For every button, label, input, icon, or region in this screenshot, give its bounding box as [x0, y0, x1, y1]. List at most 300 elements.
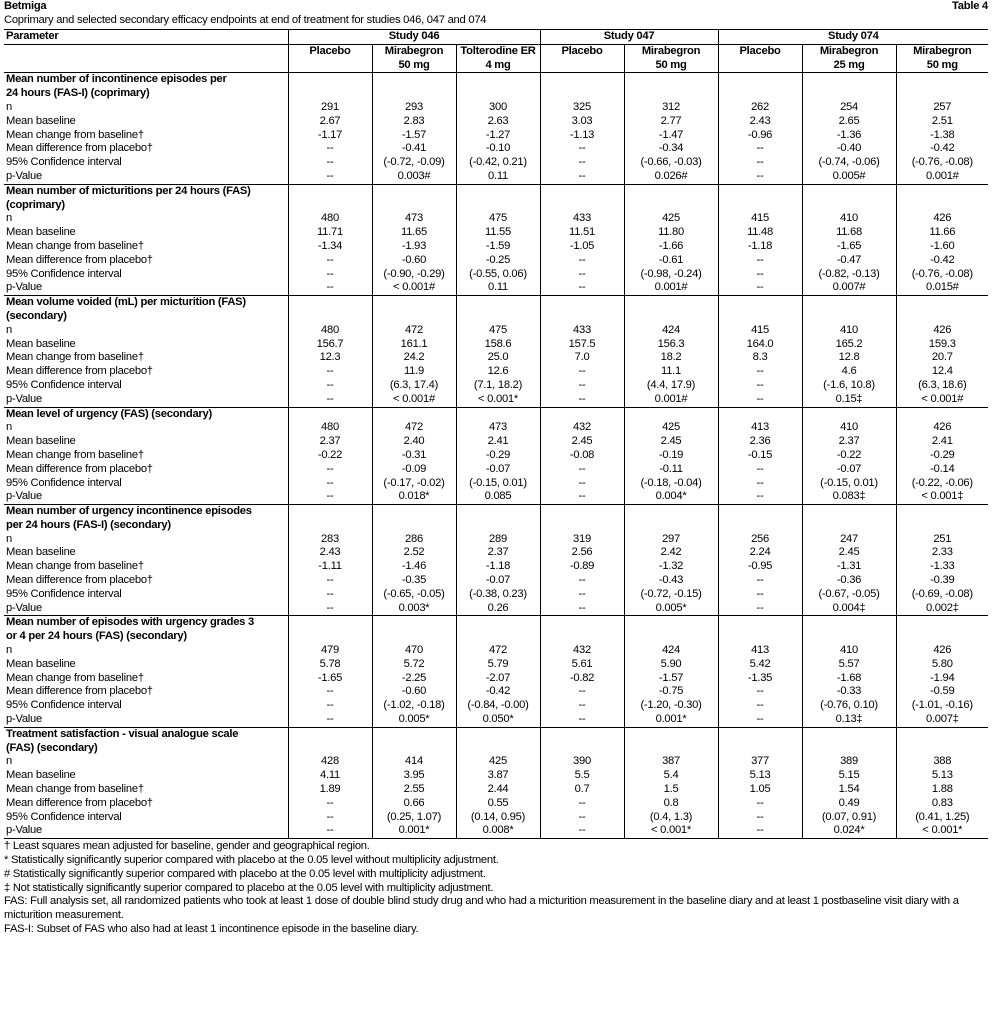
brand-name: Betmiga: [4, 0, 47, 12]
value-cell: 247: [802, 533, 896, 547]
value-cell: (-0.17, -0.02): [372, 477, 456, 491]
value-cell: < 0.001#: [372, 281, 456, 295]
footnote: † Least squares mean adjusted for baseline, gender and geographical region.: [4, 840, 370, 853]
value-cell: 0.004*: [624, 490, 718, 504]
footnote: * Statistically significantly superior compared with placebo at the 0.05 level without multiplicity adjustment.: [4, 854, 499, 867]
row-label: 95% Confidence interval: [6, 699, 122, 712]
empty-cell: [372, 296, 456, 310]
empty-cell: [456, 727, 540, 741]
table-row: [4, 170, 988, 184]
value-cell: 2.45: [802, 546, 896, 560]
table-row: [4, 783, 988, 797]
empty-cell: [896, 73, 988, 87]
value-cell: -0.33: [802, 685, 896, 699]
value-cell: -0.14: [896, 463, 988, 477]
value-cell: 5.61: [540, 658, 624, 672]
table-row: [4, 240, 988, 254]
table-row: [4, 129, 988, 143]
value-cell: --: [288, 824, 372, 838]
value-cell: --: [540, 797, 624, 811]
value-cell: -0.42: [456, 685, 540, 699]
value-cell: (-0.55, 0.06): [456, 268, 540, 282]
table-row: [4, 268, 988, 282]
value-cell: --: [540, 574, 624, 588]
value-cell: 2.45: [540, 435, 624, 449]
empty-cell: [802, 519, 896, 533]
value-cell: < 0.001*: [456, 393, 540, 407]
value-cell: 0.007#: [802, 281, 896, 295]
empty-cell: [896, 310, 988, 324]
empty-cell: [540, 73, 624, 87]
value-cell: 257: [896, 101, 988, 115]
value-cell: 5.90: [624, 658, 718, 672]
value-cell: -0.07: [456, 574, 540, 588]
value-cell: 2.63: [456, 115, 540, 129]
table-body: [4, 73, 988, 839]
value-cell: 0.001#: [624, 281, 718, 295]
value-cell: 0.050*: [456, 713, 540, 727]
value-cell: --: [288, 268, 372, 282]
value-cell: 2.24: [718, 546, 802, 560]
value-cell: 319: [540, 533, 624, 547]
value-cell: 297: [624, 533, 718, 547]
value-cell: 2.43: [718, 115, 802, 129]
empty-cell: [372, 505, 456, 519]
table-row: [4, 379, 988, 393]
value-cell: 5.42: [718, 658, 802, 672]
value-cell: < 0.001#: [896, 393, 988, 407]
table-row: [4, 115, 988, 129]
value-cell: 11.65: [372, 226, 456, 240]
empty-cell: [896, 199, 988, 213]
value-cell: -1.31: [802, 560, 896, 574]
value-cell: --: [718, 477, 802, 491]
table-caption: Coprimary and selected secondary efficacy endpoints at end of treatment for studies 046, 047 and 074: [4, 14, 487, 26]
value-cell: --: [288, 811, 372, 825]
value-cell: -0.89: [540, 560, 624, 574]
arm-header-line: 50 mg: [926, 58, 958, 71]
empty-cell: [718, 296, 802, 310]
empty-cell: [288, 505, 372, 519]
value-cell: --: [288, 463, 372, 477]
arm-header: [456, 44, 540, 73]
value-cell: -0.61: [624, 254, 718, 268]
value-cell: 0.083‡: [802, 490, 896, 504]
value-cell: 0.001*: [624, 713, 718, 727]
parameter-header: Parameter: [4, 30, 288, 45]
table-row: [4, 824, 988, 838]
value-cell: --: [288, 713, 372, 727]
value-cell: -1.94: [896, 672, 988, 686]
section-title: or 4 per 24 hours (FAS) (secondary): [6, 630, 187, 643]
value-cell: 5.15: [802, 769, 896, 783]
value-cell: 161.1: [372, 338, 456, 352]
empty-cell: [372, 407, 456, 421]
empty-cell: [456, 184, 540, 198]
value-cell: --: [718, 393, 802, 407]
row-label: Mean difference from placebo†: [6, 365, 153, 378]
value-cell: --: [718, 156, 802, 170]
row-label: n: [6, 323, 12, 336]
row-label: Mean difference from placebo†: [6, 462, 153, 475]
value-cell: 5.4: [624, 769, 718, 783]
arm-header: [624, 44, 718, 73]
value-cell: 415: [718, 324, 802, 338]
value-cell: 12.6: [456, 365, 540, 379]
section-title: Mean number of episodes with urgency grades 3: [4, 616, 288, 630]
document-header: [4, 0, 988, 14]
value-cell: 2.77: [624, 115, 718, 129]
section-title-row: [4, 727, 988, 741]
value-cell: 2.67: [288, 115, 372, 129]
value-cell: (-0.15, 0.01): [802, 477, 896, 491]
value-cell: 11.66: [896, 226, 988, 240]
arm-header-line: Tolterodine ER: [460, 44, 536, 57]
value-cell: 0.018*: [372, 490, 456, 504]
value-cell: 18.2: [624, 351, 718, 365]
empty-cell: [288, 296, 372, 310]
value-cell: --: [718, 463, 802, 477]
table-row: [4, 546, 988, 560]
value-cell: -0.60: [372, 685, 456, 699]
value-cell: -1.35: [718, 672, 802, 686]
empty-cell: [802, 184, 896, 198]
value-cell: --: [288, 490, 372, 504]
value-cell: (0.07, 0.91): [802, 811, 896, 825]
value-cell: --: [718, 685, 802, 699]
row-label: Mean baseline: [6, 546, 76, 559]
value-cell: -1.57: [624, 672, 718, 686]
value-cell: 2.83: [372, 115, 456, 129]
value-cell: 410: [802, 212, 896, 226]
value-cell: 1.88: [896, 783, 988, 797]
study-header: Study 074: [718, 30, 988, 45]
value-cell: 2.43: [288, 546, 372, 560]
value-cell: -0.39: [896, 574, 988, 588]
value-cell: (-1.20, -0.30): [624, 699, 718, 713]
table-row: [4, 351, 988, 365]
value-cell: -0.35: [372, 574, 456, 588]
value-cell: 0.11: [456, 281, 540, 295]
row-label: Mean baseline: [6, 337, 76, 350]
empty-cell: [540, 519, 624, 533]
value-cell: 425: [624, 212, 718, 226]
value-cell: 2.37: [802, 435, 896, 449]
empty-cell: [896, 87, 988, 101]
value-cell: -1.34: [288, 240, 372, 254]
value-cell: (-0.18, -0.04): [624, 477, 718, 491]
value-cell: 2.55: [372, 783, 456, 797]
empty-cell: [456, 519, 540, 533]
value-cell: 11.1: [624, 365, 718, 379]
value-cell: 388: [896, 755, 988, 769]
empty-cell: [802, 310, 896, 324]
value-cell: --: [540, 393, 624, 407]
value-cell: 3.95: [372, 769, 456, 783]
value-cell: 325: [540, 101, 624, 115]
value-cell: 5.78: [288, 658, 372, 672]
value-cell: --: [288, 797, 372, 811]
table-row: [4, 588, 988, 602]
value-cell: --: [718, 254, 802, 268]
empty-cell: [718, 742, 802, 756]
empty-cell: [372, 630, 456, 644]
value-cell: 0.026#: [624, 170, 718, 184]
row-label: p-Value: [6, 392, 42, 405]
value-cell: 472: [372, 324, 456, 338]
value-cell: 426: [896, 324, 988, 338]
table-row: [4, 769, 988, 783]
empty-cell: [456, 87, 540, 101]
table-row: [4, 142, 988, 156]
value-cell: 473: [372, 212, 456, 226]
value-cell: 0.13‡: [802, 713, 896, 727]
empty-cell: [540, 87, 624, 101]
value-cell: -1.60: [896, 240, 988, 254]
value-cell: -2.25: [372, 672, 456, 686]
empty-cell: [372, 616, 456, 630]
table-row: [4, 393, 988, 407]
value-cell: 289: [456, 533, 540, 547]
value-cell: -1.18: [456, 560, 540, 574]
section-title-row: [4, 199, 988, 213]
value-cell: --: [718, 797, 802, 811]
value-cell: 4.11: [288, 769, 372, 783]
empty-cell: [540, 407, 624, 421]
empty-cell: [456, 616, 540, 630]
value-cell: 2.56: [540, 546, 624, 560]
value-cell: 426: [896, 421, 988, 435]
value-cell: (-0.42, 0.21): [456, 156, 540, 170]
footnote: ‡ Not statistically significantly superior compared to placebo at the 0.05 level with multiplicity adjustment.: [4, 881, 494, 894]
value-cell: < 0.001*: [624, 824, 718, 838]
row-label: Mean difference from placebo†: [6, 685, 153, 698]
empty-cell: [540, 742, 624, 756]
value-cell: -0.07: [456, 463, 540, 477]
value-cell: --: [288, 379, 372, 393]
value-cell: 480: [288, 212, 372, 226]
value-cell: (-1.02, -0.18): [372, 699, 456, 713]
value-cell: (-0.84, -0.00): [456, 699, 540, 713]
value-cell: < 0.001‡: [896, 490, 988, 504]
value-cell: --: [540, 142, 624, 156]
value-cell: (-0.72, -0.15): [624, 588, 718, 602]
value-cell: --: [540, 379, 624, 393]
section-title: Mean number of incontinence episodes per: [4, 73, 288, 87]
value-cell: 426: [896, 212, 988, 226]
value-cell: --: [288, 156, 372, 170]
empty-cell: [624, 519, 718, 533]
arm-header-line: Placebo: [561, 44, 603, 57]
arm-header: [896, 44, 988, 73]
value-cell: 293: [372, 101, 456, 115]
empty-cell: [718, 310, 802, 324]
value-cell: (-0.66, -0.03): [624, 156, 718, 170]
empty-cell: [288, 519, 372, 533]
arm-header-line: Mirabegron: [819, 44, 879, 57]
row-label: n: [6, 100, 12, 113]
section-title-row: [4, 310, 988, 324]
section-title: 24 hours (FAS-I) (coprimary): [6, 87, 150, 100]
row-label: n: [6, 644, 12, 657]
value-cell: 433: [540, 212, 624, 226]
value-cell: --: [540, 685, 624, 699]
value-cell: -0.08: [540, 449, 624, 463]
value-cell: 475: [456, 324, 540, 338]
value-cell: (0.41, 1.25): [896, 811, 988, 825]
row-label: Mean change from baseline†: [6, 560, 144, 573]
empty-cell: [718, 505, 802, 519]
empty-cell: [718, 519, 802, 533]
table-row: [4, 699, 988, 713]
value-cell: -0.47: [802, 254, 896, 268]
row-label: Mean change from baseline†: [6, 351, 144, 364]
value-cell: < 0.001*: [896, 824, 988, 838]
empty-cell: [456, 742, 540, 756]
row-label: n: [6, 755, 12, 768]
value-cell: 0.001*: [372, 824, 456, 838]
value-cell: 286: [372, 533, 456, 547]
value-cell: -1.05: [540, 240, 624, 254]
value-cell: -0.42: [896, 142, 988, 156]
value-cell: 156.7: [288, 338, 372, 352]
empty-cell: [624, 184, 718, 198]
value-cell: -0.60: [372, 254, 456, 268]
value-cell: -1.36: [802, 129, 896, 143]
value-cell: -1.33: [896, 560, 988, 574]
value-cell: -0.41: [372, 142, 456, 156]
value-cell: 157.5: [540, 338, 624, 352]
value-cell: -0.34: [624, 142, 718, 156]
table-row: [4, 533, 988, 547]
value-cell: 1.54: [802, 783, 896, 797]
value-cell: 410: [802, 324, 896, 338]
value-cell: (7.1, 18.2): [456, 379, 540, 393]
value-cell: --: [540, 156, 624, 170]
value-cell: --: [288, 393, 372, 407]
value-cell: 164.0: [718, 338, 802, 352]
value-cell: 12.8: [802, 351, 896, 365]
value-cell: -1.66: [624, 240, 718, 254]
empty-cell: [540, 630, 624, 644]
value-cell: (-0.67, -0.05): [802, 588, 896, 602]
value-cell: 11.55: [456, 226, 540, 240]
value-cell: 1.5: [624, 783, 718, 797]
section-title-row: [4, 184, 988, 198]
empty-cell: [456, 407, 540, 421]
value-cell: --: [540, 588, 624, 602]
row-label: Mean baseline: [6, 114, 76, 127]
value-cell: 11.68: [802, 226, 896, 240]
footnote: FAS-I: Subset of FAS who also had at least 1 incontinence episode in the baseline diary.: [4, 923, 419, 935]
value-cell: -1.18: [718, 240, 802, 254]
value-cell: --: [288, 365, 372, 379]
table-row: [4, 574, 988, 588]
value-cell: 165.2: [802, 338, 896, 352]
row-label: p-Value: [6, 713, 42, 726]
row-label: 95% Confidence interval: [6, 587, 122, 600]
value-cell: 428: [288, 755, 372, 769]
empty-cell: [288, 184, 372, 198]
value-cell: 0.015#: [896, 281, 988, 295]
table-row: [4, 254, 988, 268]
value-cell: 432: [540, 421, 624, 435]
value-cell: -0.22: [802, 449, 896, 463]
table-row: [4, 281, 988, 295]
value-cell: -1.27: [456, 129, 540, 143]
value-cell: -1.59: [456, 240, 540, 254]
empty-cell: [540, 505, 624, 519]
empty-cell: [372, 184, 456, 198]
value-cell: -0.15: [718, 449, 802, 463]
value-cell: (-0.76, -0.08): [896, 268, 988, 282]
section-title-row: [4, 407, 988, 421]
empty-cell: [288, 727, 372, 741]
value-cell: --: [540, 365, 624, 379]
empty-cell: [802, 199, 896, 213]
value-cell: (-0.76, -0.08): [896, 156, 988, 170]
value-cell: 291: [288, 101, 372, 115]
footnote: FAS: Full analysis set, all randomized patients who took at least 1 dose of double blind study drug and who had a micturition measurement in the baseline diary and at least 1 postbaseline visit diary with a micturition measurement.: [4, 895, 959, 922]
value-cell: --: [718, 713, 802, 727]
value-cell: < 0.001#: [372, 393, 456, 407]
row-label: n: [6, 212, 12, 225]
value-cell: --: [540, 713, 624, 727]
value-cell: -1.17: [288, 129, 372, 143]
empty-cell: [896, 742, 988, 756]
value-cell: 387: [624, 755, 718, 769]
value-cell: -0.75: [624, 685, 718, 699]
arm-header: [288, 44, 372, 73]
value-cell: 0.005#: [802, 170, 896, 184]
value-cell: 254: [802, 101, 896, 115]
value-cell: --: [288, 142, 372, 156]
row-label: Mean change from baseline†: [6, 128, 144, 141]
value-cell: -0.31: [372, 449, 456, 463]
value-cell: 0.085: [456, 490, 540, 504]
value-cell: -0.19: [624, 449, 718, 463]
value-cell: --: [540, 602, 624, 616]
table-row: [4, 477, 988, 491]
value-cell: 5.72: [372, 658, 456, 672]
empty-cell: [456, 630, 540, 644]
section-title-row: [4, 87, 988, 101]
value-cell: (-0.15, 0.01): [456, 477, 540, 491]
empty-cell: [896, 630, 988, 644]
value-cell: --: [718, 281, 802, 295]
value-cell: (6.3, 18.6): [896, 379, 988, 393]
value-cell: --: [540, 268, 624, 282]
value-cell: -0.22: [288, 449, 372, 463]
value-cell: 470: [372, 644, 456, 658]
row-label: 95% Confidence interval: [6, 810, 122, 823]
footnote: # Statistically significantly superior compared with placebo at the 0.05 level with multiplicity adjustment.: [4, 867, 486, 880]
value-cell: 8.3: [718, 351, 802, 365]
empty-cell: [372, 742, 456, 756]
value-cell: -0.95: [718, 560, 802, 574]
value-cell: -1.47: [624, 129, 718, 143]
value-cell: (0.14, 0.95): [456, 811, 540, 825]
value-cell: 0.7: [540, 783, 624, 797]
value-cell: 426: [896, 644, 988, 658]
arm-header-line: Placebo: [309, 44, 351, 57]
arm-header: [540, 44, 624, 73]
footnotes: [4, 840, 988, 937]
value-cell: --: [540, 477, 624, 491]
empty-cell: [456, 310, 540, 324]
value-cell: 475: [456, 212, 540, 226]
table-row: [4, 602, 988, 616]
